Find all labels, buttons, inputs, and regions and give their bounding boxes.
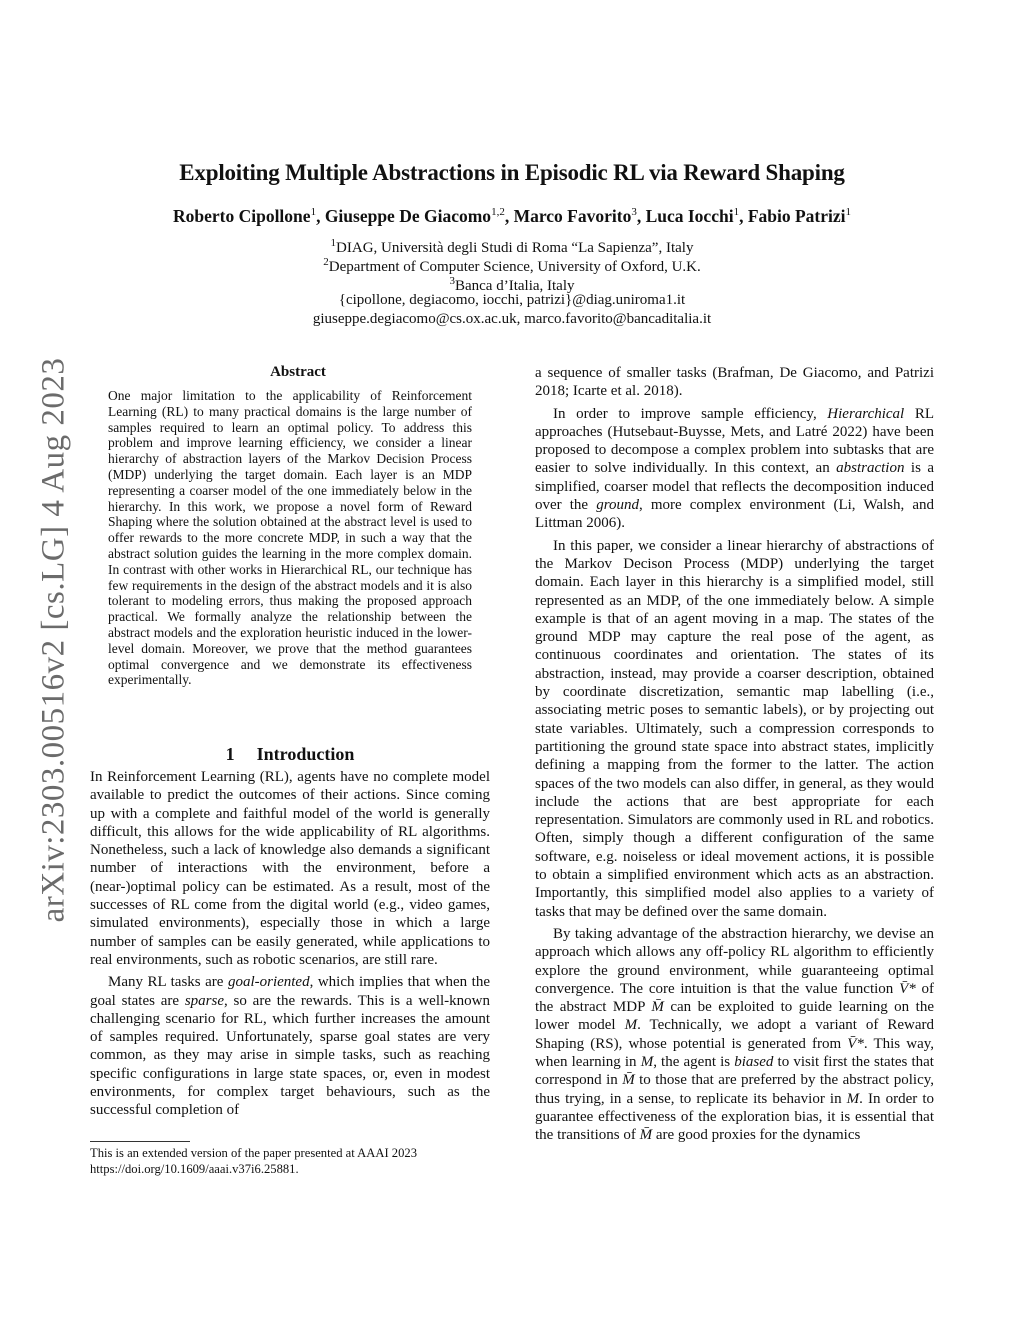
paragraph: In Reinforcement Learning (RL), agents have no complete model available to predict the outcomes of their actions. Since coming up with a complete and faithful model of the world is generally difficult, this allows for the wide applicability of RL algorithms. Nonetheless, such a lack of knowledge also demands a significant number of interactions with the environment, before a (near-)optimal policy can be estimated. As a result, most of the successes of RL come from the digital world (e.g., video games, simulated environments), especially those in which a large number of samples can be easily generated, while applications to real environments, such as robotic scenarios, are still rare. <box>90 769 490 968</box>
paragraph: In order to improve sample efficiency, Hierarchical RL approaches (Hutsebaut-Buysse, Mets, and Latré 2022) have been proposed to decompose a complex problem into subtasks that are easier to solve individually. In this context, an abstraction is a simplified, coarser model that reflects the decomposition induced over the ground, more complex environment (Li, Walsh, and Littman 2006). <box>535 405 934 532</box>
abstract-text: One major limitation to the applicability of Reinforcement Learning (RL) to many practical domains is the large number of samples required to learn an optimal policy. To address this problem and improve learning efficiency, we consider a linear hierarchy of abstraction layers of the Markov Decision Process (MDP) underlying the target domain. Each layer is an MDP representing a coarser model of the one immediately below in the hierarchy. In this work, we propose a novel form of Reward Shaping where the solution obtained at the abstract level is used to offer rewards to the more concrete MDP, in such a way that the abstract solution guides the learning in the more complex domain. In contrast with other works in Hierarchical RL, our technique has few requirements in the design of the abstract models and it is also tolerant to modeling errors, thus making the proposed approach practical. We formally analyze the relationship between the abstract models and the exploration heuristic induced in the lower-level domain. Moreover, we prove that the method guarantees optimal convergence and we demonstrate its effectiveness experimentally. <box>108 388 472 688</box>
email: {cipollone, degiacomo, iocchi, patrizi}@diag.uniroma1.it <box>338 292 686 308</box>
author-affiliation-mark: 3 <box>631 206 637 219</box>
affiliation-mark: 3 <box>449 275 455 287</box>
section-number: 1 <box>225 744 235 764</box>
math-m: M <box>640 1053 654 1070</box>
math-mbar: M̄ <box>622 1072 635 1089</box>
author-name: Luca Iocchi <box>645 206 734 226</box>
abstract-heading: Abstract <box>270 364 326 380</box>
paragraph: By taking advantage of the abstraction hierarchy, we devise an approach which allows any off-policy RL algorithm to efficiently explore the ground environment, while guaranteeing optimal convergence. The core intuition is that the value function V̄* of the abstract MDP M̄ can be exploited to guide learning on the lower model M. Technically, we adopt a variant of Reward Shaping (RS), whose potential is generated from V̄*. This way, when learning in M, the agent is biased to visit first the states that correspond in M̄ to those that are preferred by the abstract policy, thus trying, in a sense, to replicate its behavior in M. In order to guarantee effectiveness of the exploration bias, it is essential that the transitions of M̄ are good proxies for the dynamics <box>535 925 935 1144</box>
arxiv-stamp: arXiv:2303.00516v2 [cs.LG] 4 Aug 2023 <box>35 357 72 923</box>
email: giuseppe.degiacomo@cs.ox.ac.uk, marco.favorito@bancaditalia.it <box>312 311 712 327</box>
affiliation-mark: 1 <box>330 237 337 249</box>
paragraph: In this paper, we consider a linear hierarchy of abstractions of the Markov Decison Process (MDP) underlying the target domain. Each layer in this hierarchy is a simplified model, still represented as an MDP, of the one immediately below. A simple example is that of an agent moving in a map. The states of the ground MDP may capture the real pose of the agent, as continuous coordinates and orientation. The states of its abstraction, instead, may provide a coarser description, obtained by coordinate discretization, semantic map labelling (i.e., associating metric poses to semantic labels), or by projecting out state variables. Ultimately, such a compression corresponds to partitioning the ground state space into abstract states, implicitly defining a mapping from the former to the latter. The action spaces of the two models can also differ, in general, as they would include the actions that are best appropriate for each representation. Simulators are commonly used in RL and robotics. Often, simply though a different configuration of the same software, e.g. noiseless or ideal movement actions, it is possible to obtain a simplified environment which acts as an abstraction. Importantly, this simplified model also applies to a variety of tasks that may be defined over the same domain. <box>535 537 934 920</box>
math-mbar: M̄ <box>651 999 664 1016</box>
author-name: Giuseppe De Giacomo <box>324 206 492 226</box>
section-heading <box>90 744 490 765</box>
affiliation-text: Banca d’Italia, Italy <box>454 278 575 294</box>
math-m: M <box>624 1017 638 1034</box>
section-title: Introduction <box>256 744 355 764</box>
left-column <box>90 768 490 1120</box>
author-name: Marco Favorito <box>513 206 632 226</box>
affiliation-mark: 2 <box>323 256 329 268</box>
author-name: Fabio Patrizi <box>747 206 846 226</box>
author-affiliation-mark: 1,2 <box>491 206 505 219</box>
right-column <box>535 364 934 1144</box>
author-name: Roberto Cipollone <box>172 206 311 226</box>
paragraph: Many RL tasks are goal-oriented, which implies that when the goal states are sparse, so are the rewards. This is a well-known challenging scenario for RL, which further increases the amount of samples required. Unfortunately, sparse goal states are very common, as they may arise in simple tasks, such as reaching specific configurations in large state spaces, or, even in modest environments, for complex target behaviours, such as the successful completion of <box>90 974 490 1119</box>
footnote-text: This is an extended version of the paper presented at AAAI 2023 <box>90 1146 417 1160</box>
author-affiliation-mark: 1 <box>310 206 317 219</box>
paper-title: Exploiting Multiple Abstractions in Episodic RL via Reward Shaping <box>179 160 845 185</box>
paragraph: a sequence of smaller tasks (Brafman, De Giacomo, and Patrizi 2018; Icarte et al. 2018). <box>535 365 934 400</box>
author-list: Roberto Cipollone$^1$, Giuseppe De Giacomo$^{1,2}$, Marco Favorito$^3$, Luca Iocchi$^1$, Fabio Patrizi$^1$ <box>172 206 852 226</box>
author-affiliation-mark: 1 <box>733 206 740 219</box>
math-m: M <box>846 1090 860 1107</box>
footnote-doi: https://doi.org/10.1609/aaai.v37i6.25881. <box>90 1162 299 1176</box>
footnote <box>90 1145 490 1177</box>
footnote-rule <box>90 1141 190 1142</box>
math-mbar: M̄ <box>639 1127 653 1144</box>
affiliation-text: Department of Computer Science, University of Oxford, U.K. <box>328 259 701 275</box>
affiliation-text: DIAG, Università degli Studi di Roma “La Sapienza”, Italy <box>336 240 694 256</box>
math-vstar: V̄* <box>847 1035 864 1052</box>
author-affiliation-mark: 1 <box>845 206 852 219</box>
math-vstar: V̄* <box>899 980 916 997</box>
